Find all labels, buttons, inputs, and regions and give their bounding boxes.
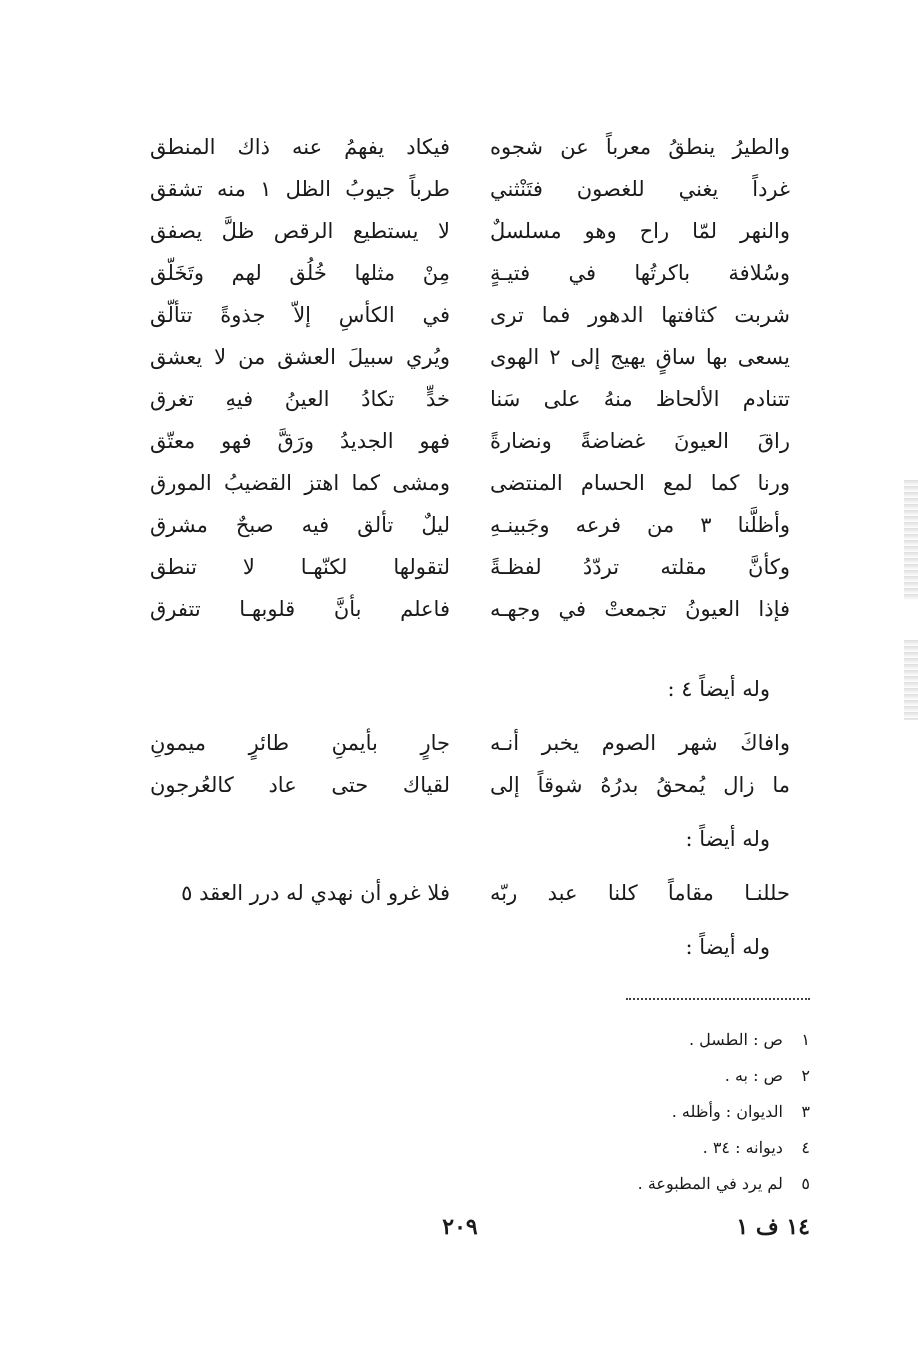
first-hemistich: راقَ العيونَ غضاضةً ونضارةً — [490, 429, 790, 453]
second-hemistich: لقياك حتى عاد كالعُرجون — [150, 773, 450, 797]
first-hemistich: ما زال يُمحقُ بدرُهُ شوقاً إلى — [490, 773, 790, 797]
second-hemistich: فيكاد يفهمُ عنه ذاك المنطق — [150, 135, 450, 159]
scan-edge-mark — [904, 640, 918, 720]
verse-line — [150, 764, 790, 806]
first-hemistich: غرداً يغني للغصون فتَنْثني — [490, 177, 790, 201]
footnote — [450, 1022, 810, 1058]
second-hemistich: فهو الجديدُ ورَقَّ فهو معتّق — [150, 429, 450, 453]
first-hemistich: والطيرُ ينطقُ معرباً عن شجوه — [490, 135, 790, 159]
second-hemistich: ليلٌ تألق فيه صبحٌ مشرق — [150, 513, 450, 537]
footnote — [450, 1166, 810, 1202]
verse-line — [150, 546, 790, 588]
verse-line — [150, 504, 790, 546]
second-hemistich: خدٍّ تكادُ العينُ فيهِ تغرق — [150, 387, 450, 411]
poem-main — [150, 126, 790, 630]
footnote-text: لم يرد في المطبوعة . — [637, 1174, 783, 1193]
second-hemistich: جارٍ بأيمنِ طائرٍ ميمونِ — [150, 731, 450, 755]
first-hemistich: تتنادم الألحاظ منهُ على سَنا — [490, 387, 790, 411]
footnote-number: ٥ — [801, 1174, 810, 1193]
verse-line — [150, 462, 790, 504]
poem-single-verse — [150, 872, 790, 914]
second-hemistich: في الكأسِ إلاّ جذوةً تتألّق — [150, 303, 450, 327]
first-hemistich: حللنـا مقاماً كلنا عبد ربّه — [490, 881, 790, 905]
page-number: ٢٠٩ — [442, 1214, 478, 1240]
verse-line — [150, 168, 790, 210]
first-hemistich: وكأنَّ مقلته تردّدُ لفظـةً — [490, 555, 790, 579]
footnote-number: ٢ — [801, 1066, 810, 1085]
footnote — [450, 1130, 810, 1166]
verse-line — [150, 872, 790, 914]
second-hemistich: لا يستطيع الرقص ظلَّ يصفق — [150, 219, 450, 243]
first-hemistich: يسعى بها ساقٍ يهيج إلى ٢ الهوى — [490, 345, 790, 369]
verse-line — [150, 252, 790, 294]
verse-line — [150, 722, 790, 764]
first-hemistich: وأظلَّنا ٣ من فرعه وجَبينـهِ — [490, 513, 790, 537]
footnote-text: ص : الطسل . — [688, 1030, 783, 1049]
verse-line — [150, 210, 790, 252]
verse-line — [150, 378, 790, 420]
footnote-text: الديوان : وأظله . — [671, 1102, 783, 1121]
verse-line — [150, 588, 790, 630]
verse-line — [150, 126, 790, 168]
footnote-number: ٤ — [801, 1138, 810, 1157]
section-heading: وله أيضاً : — [685, 827, 770, 851]
second-hemistich: فاعلم بأنَّ قلوبهـا تتفرق — [150, 597, 450, 621]
section-heading: وله أيضاً : — [685, 935, 770, 959]
second-hemistich: ويُري سبيلَ العشق من لا يعشق — [150, 345, 450, 369]
printer-signature: ١٤ ف ١ — [736, 1214, 810, 1240]
scan-edge-mark — [904, 480, 918, 600]
first-hemistich: وافاكَ شهر الصوم يخبر أنـه — [490, 731, 790, 755]
verse-line — [150, 420, 790, 462]
first-hemistich: والنهر لمّا راح وهو مسلسلٌ — [490, 219, 790, 243]
footnote — [450, 1094, 810, 1130]
second-hemistich: مِنْ مثلها خُلُق لهم وتَخَلّق — [150, 261, 450, 285]
second-hemistich: طرباً جيوبُ الظل ١ منه تشقق — [150, 177, 450, 201]
first-hemistich: شربت كثافتها الدهور فما ترى — [490, 303, 790, 327]
second-hemistich: لتقولها لكنّهـا لا تنطق — [150, 555, 450, 579]
footnote-text: ص : به . — [724, 1066, 783, 1085]
poem-ramadan — [150, 722, 790, 806]
footnote-divider — [626, 998, 810, 1000]
second-hemistich: فلا غرو أن نهدي له درر العقد ٥ — [181, 881, 450, 905]
verse-line — [150, 336, 790, 378]
footnotes — [450, 1022, 810, 1202]
footnote-number: ٣ — [801, 1102, 810, 1121]
first-hemistich: فإذا العيونُ تجمعتْ في وجهـه — [490, 597, 790, 621]
first-hemistich: وسُلافة باكرتُها في فتيـةٍ — [490, 261, 790, 285]
section-heading: وله أيضاً ٤ : — [667, 677, 770, 701]
footnote-number: ١ — [801, 1030, 810, 1049]
second-hemistich: ومشى كما اهتز القضيبُ المورق — [150, 471, 450, 495]
footnote-text: ديوانه : ٣٤ . — [702, 1138, 783, 1157]
footnote — [450, 1058, 810, 1094]
verse-line — [150, 294, 790, 336]
first-hemistich: ورنا كما لمع الحسام المنتضى — [490, 471, 790, 495]
